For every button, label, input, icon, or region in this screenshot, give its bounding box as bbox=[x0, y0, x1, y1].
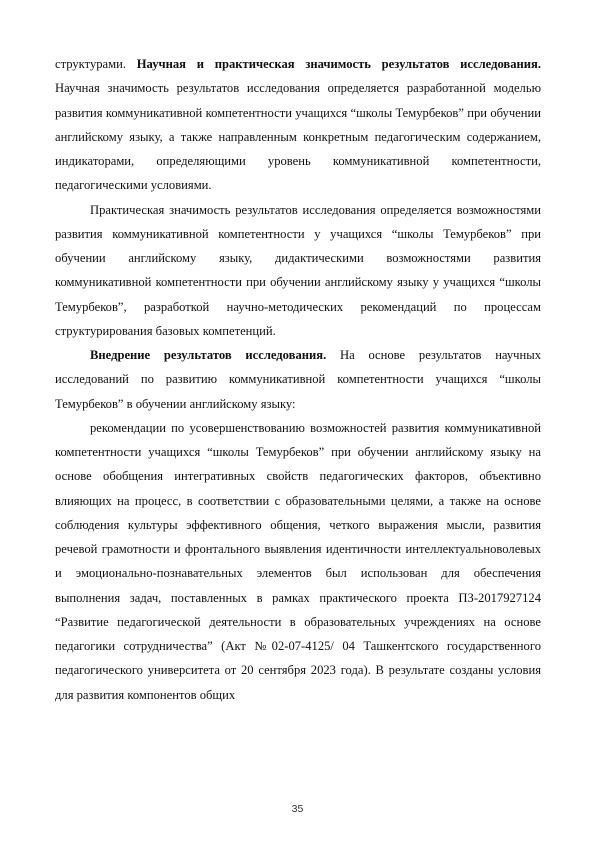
section-heading-significance: Научная и практическая значимость результатов исследования. bbox=[136, 57, 541, 71]
paragraph-text: На основе результатов научных исследований по развитию коммуникативной компетентности учащихся “школы Темурбеков” в обучении английскому языку: bbox=[55, 348, 542, 411]
paragraph-practical-significance bbox=[55, 198, 541, 344]
paragraph-text: Научная значимость результатов исследования определяется разработанной моделью развития коммуникативной компетентности учащихся “школы Темурбеков” при обучении английскому языку, а также направленным конкретным педагогическим содержанием, индикаторами, определяющими уровень коммуникативной компетентности, педагогическими условиями. bbox=[55, 81, 541, 193]
section-heading-implementation: Внедрение результатов исследования. bbox=[90, 348, 327, 362]
paragraph-significance bbox=[55, 52, 541, 198]
page-number: 35 bbox=[291, 803, 304, 815]
paragraph-lead-text: структурами. bbox=[55, 57, 137, 71]
paragraph-text: Практическая значимость результатов исследования определяется возможностями развития коммуникативной компетентности у учащихся “школы Темурбеков” при обучении английскому языку, дидактическими возможностями развития коммуникативной компетентности при обучении английскому языку у учащихся “школы Темурбеков”, разработкой научно-методических рекомендаций по процессам структурирования базовых компетенций. bbox=[55, 202, 541, 338]
paragraph-recommendations bbox=[55, 416, 541, 707]
paragraph-implementation bbox=[55, 343, 541, 416]
document-body bbox=[55, 52, 541, 707]
paragraph-text: рекомендации по усовершенствованию возможностей развития коммуникативной компетентности учащихся “школы Темурбеков” при обучении английскому языку на основе обобщения интегративных свойств педагогических факторов, объективно влияющих на процесс, в соответствии с образовательными целями, а также на основе соблюдения культуры эффективного общения, четкого выражения мысли, развития речевой грамотности и фронтального выявления идентичности интеллектуальноволевых и эмоционально-познавательных элементов был использован для обеспечения выполнения задач, поставленных в рамках практического проекта ПЗ-2017927124 “Развитие педагогической деятельности в образовательных учреждениях на основе педагогики сотрудничества” (Акт №02-07-4125/ 04 Ташкентского государственного педагогического университета от 20 сентября 2023 года). В результате созданы условия для развития компонентов общих bbox=[55, 420, 541, 702]
